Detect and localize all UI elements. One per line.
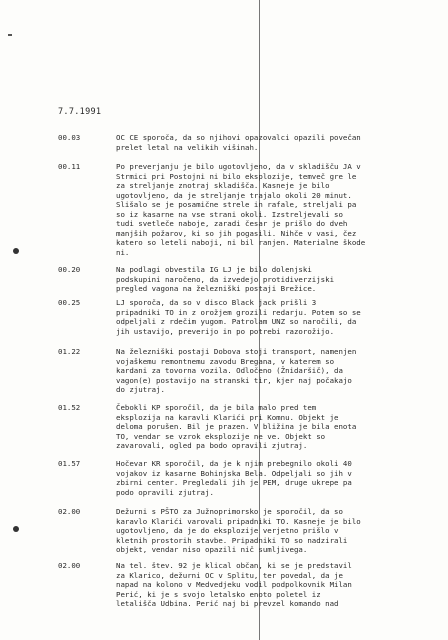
entry-line: so iz kasarne na vse strani okoli. Izstreljevali so — [116, 209, 343, 219]
entry-line: vojaškemu remontnemu zavodu Bregana, v katerem so — [116, 356, 335, 366]
entry-line: eksplozija na karavli Klarići pri Komnu. Objekt je — [116, 412, 339, 422]
entry-line: Perić, ki je s svojo letalsko enoto poletel iz — [116, 589, 321, 599]
entry-line: Slišalo se je posamične strele in rafale, streljali pa — [116, 200, 357, 209]
entry-line: manjših požarov, ki so jih pogasili. Nihče v vasi, čez — [116, 228, 357, 238]
entry-time: 02.00 — [58, 507, 81, 516]
entry-time: 00.03 — [58, 133, 81, 142]
entry-text — [116, 507, 438, 555]
entry-text — [116, 298, 438, 336]
entry-text — [116, 459, 438, 497]
document-date: 7.7.1991 — [58, 107, 102, 117]
entry-line: podo opravili zjutraj. — [116, 487, 214, 497]
entry-line: za Klarico, dežurni OC v Splitu, ter povedal, da je — [116, 570, 343, 580]
entry-line: deloma porušen. Bil je prazen. V bližina je bila enota — [116, 422, 357, 431]
entry-line: Čebokli KP sporočil, da je bila malo pred tem — [116, 403, 317, 412]
entry-time: 00.11 — [58, 162, 81, 171]
entry-line: za streljanje znotraj skladišča. Kasneje je bilo — [116, 181, 330, 190]
entry-text — [116, 162, 438, 257]
entry-line: Strmici pri Postojni ni bilo eksplozije, temveč gre le — [116, 171, 357, 181]
punch-hole — [13, 248, 19, 254]
entry-line: vojakov iz kasarne Bohinjska Bela. Odpeljali so jih v — [116, 468, 352, 478]
entry-time: 00.25 — [58, 298, 81, 307]
entry-time: 01.52 — [58, 403, 81, 412]
entry-line: Na tel. štev. 92 je klical občan, ki se je predstavil — [116, 561, 352, 570]
entry-text — [116, 347, 438, 395]
entry-time: 00.20 — [58, 265, 81, 274]
entry-line: zavarovali, ogled pa bodo opravili zjutraj. — [116, 441, 308, 450]
entry-text — [116, 403, 438, 451]
entry-text — [116, 265, 438, 294]
entry-line: odpeljali z rdečim yugom. Patrolam UNZ so naročili, da — [116, 317, 357, 326]
entry-line: Dežurni s PŠTO za Južnoprimorsko je sporočil, da so — [116, 507, 343, 516]
entry-line: vagon(e) postavijo na stranski tir, kjer naj počakajo — [116, 375, 352, 385]
entry-line: objekt, vendar niso opazili nič sumljivega. — [116, 545, 308, 554]
entry-line: Na podlagi obvestila IG LJ je bilo dolenjski — [116, 265, 312, 274]
entry-line: ugotovljeno, da je streljanje trajalo okoli 20 minut. — [116, 190, 352, 200]
entry-line: kletnih prostorih stavbe. Pripadniki TO so nadzirali — [116, 535, 348, 545]
entry-line: Na železniški postaji Dobova stoji transport, namenjen — [116, 347, 357, 356]
entry-line: OC CE sporoča, da so njihovi opazovalci opazili povečan — [116, 133, 361, 142]
entry-line: Hočevar KR sporočil, da je k njim prebegnilo okoli 40 — [116, 459, 352, 468]
entry-time: 02.00 — [58, 561, 81, 570]
entry-line: tudi svetleče naboje, zaradi česar je prišlo do dveh — [116, 219, 348, 228]
entry-line: zbirni center. Pregledali jih je PEM, druge ukrepe pa — [116, 478, 352, 487]
entry-time: 01.57 — [58, 459, 81, 468]
entry-line: kardani za tovorna vozila. Odločeno (Žnidaršič), da — [116, 366, 343, 375]
entry-text — [116, 133, 438, 152]
entry-line: podskupini naročeno, da izvedejo protidiverzijski — [116, 274, 335, 284]
entry-line: jih ustavijo, preverijo in po potrebi razorožijo. — [116, 326, 335, 336]
entry-line: Po preverjanju je bilo ugotovljeno, da v skladišču JA v — [116, 162, 361, 171]
entry-line: prelet letal na velikih višinah. — [116, 142, 259, 152]
entry-time: 01.22 — [58, 347, 81, 356]
entry-line: katero so leteli naboji, ni bil ranjen. Materialne škode — [116, 238, 366, 247]
entry-line: ni. — [116, 247, 130, 257]
entry-line: karavlo Klarići varovali pripadniki TO. Kasneje je bilo — [116, 516, 361, 526]
entry-line: LJ sporoča, da so v disco Black jack prišli 3 — [116, 298, 317, 307]
punch-hole — [13, 526, 19, 532]
corner-mark — [8, 34, 12, 36]
entry-text — [116, 561, 438, 609]
entry-line: letališča Udbina. Perić naj bi prevzel komando nad — [116, 599, 339, 608]
entry-line: pripadniki TO in z orožjem grozili redarju. Potem so se — [116, 307, 361, 317]
entry-line: napad na kolono v Medvedjeku vodil podpolkovnik Milan — [116, 580, 352, 589]
entry-line: do zjutraj. — [116, 385, 165, 394]
entry-line: pregled vagona na železniški postaji Brežice. — [116, 284, 317, 293]
entry-line: TO, vendar se vzrok eksplozije ne ve. Objekt so — [116, 431, 326, 441]
entry-line: ugotovljeno, da je do eksplozije verjetno prišlo v — [116, 526, 339, 535]
